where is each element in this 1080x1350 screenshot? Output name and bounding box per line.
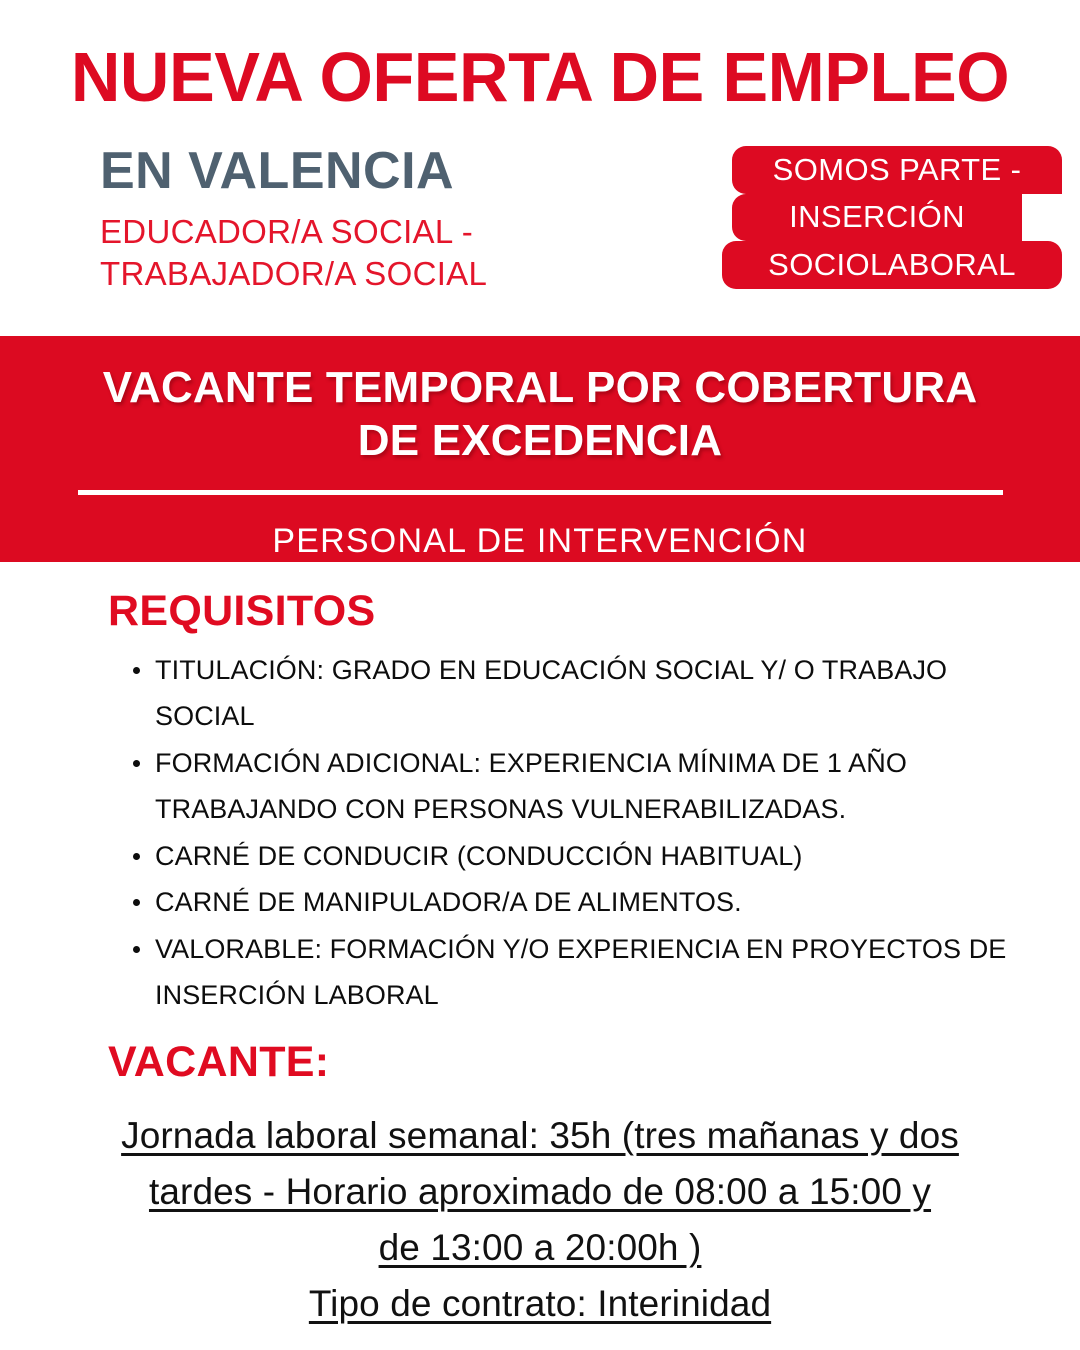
banner-headline <box>0 336 1080 468</box>
subtitle-block <box>100 144 720 295</box>
poster-header <box>0 0 1080 336</box>
badge-line-2: INSERCIÓN <box>732 194 1022 241</box>
list-item: CARNÉ DE MANIPULADOR/A DE ALIMENTOS. <box>133 879 1023 925</box>
banner-subtitle: PERSONAL DE INTERVENCIÓN <box>272 521 808 560</box>
vacancy-line-2: tardes - Horario aproximado de 08:00 a 15:00 y <box>148 1170 932 1212</box>
badge-line-1: SOMOS PARTE - <box>732 146 1062 194</box>
vacancy-line-1: Jornada laboral semanal: 35h (tres mañanas y dos <box>121 1114 959 1156</box>
banner <box>0 336 1080 562</box>
list-item: VALORABLE: FORMACIÓN Y/O EXPERIENCIA EN PROYECTOS DE INSERCIÓN LABORAL <box>133 926 1023 1019</box>
banner-divider <box>78 490 1003 495</box>
list-item: CARNÉ DE CONDUCIR (CONDUCCIÓN HABITUAL) <box>133 833 1023 879</box>
role-title <box>100 211 720 295</box>
requirements-list <box>0 647 1080 1019</box>
vacancy-line-3: de 13:00 a 20:00h ) <box>378 1226 702 1268</box>
list-item: FORMACIÓN ADICIONAL: EXPERIENCIA MÍNIMA DE 1 AÑO TRABAJANDO CON PERSONAS VULNERABILIZADAS. <box>133 740 1023 833</box>
vacancy-details <box>0 1108 1080 1333</box>
status-badge <box>722 146 1062 289</box>
requirements-heading: REQUISITOS <box>108 587 376 635</box>
role-title-line-2: TRABAJADOR/A SOCIAL <box>100 254 488 292</box>
list-item: TITULACIÓN: GRADO EN EDUCACIÓN SOCIAL Y/ O TRABAJO SOCIAL <box>133 647 1023 740</box>
banner-headline-line-2: DE EXCEDENCIA <box>357 415 723 465</box>
badge-line-3: SOCIOLABORAL <box>722 241 1062 289</box>
poster-body <box>0 562 1080 1332</box>
banner-headline-line-1: VACANTE TEMPORAL POR COBERTURA <box>102 363 978 412</box>
vacancy-heading: VACANTE: <box>108 1037 330 1086</box>
vacancy-line-4: Tipo de contrato: Interinidad <box>308 1283 772 1325</box>
page-title: NUEVA OFERTA DE EMPLEO <box>70 38 1010 116</box>
role-title-line-1: EDUCADOR/A SOCIAL - <box>100 212 474 250</box>
city-title: EN VALENCIA <box>100 142 455 200</box>
